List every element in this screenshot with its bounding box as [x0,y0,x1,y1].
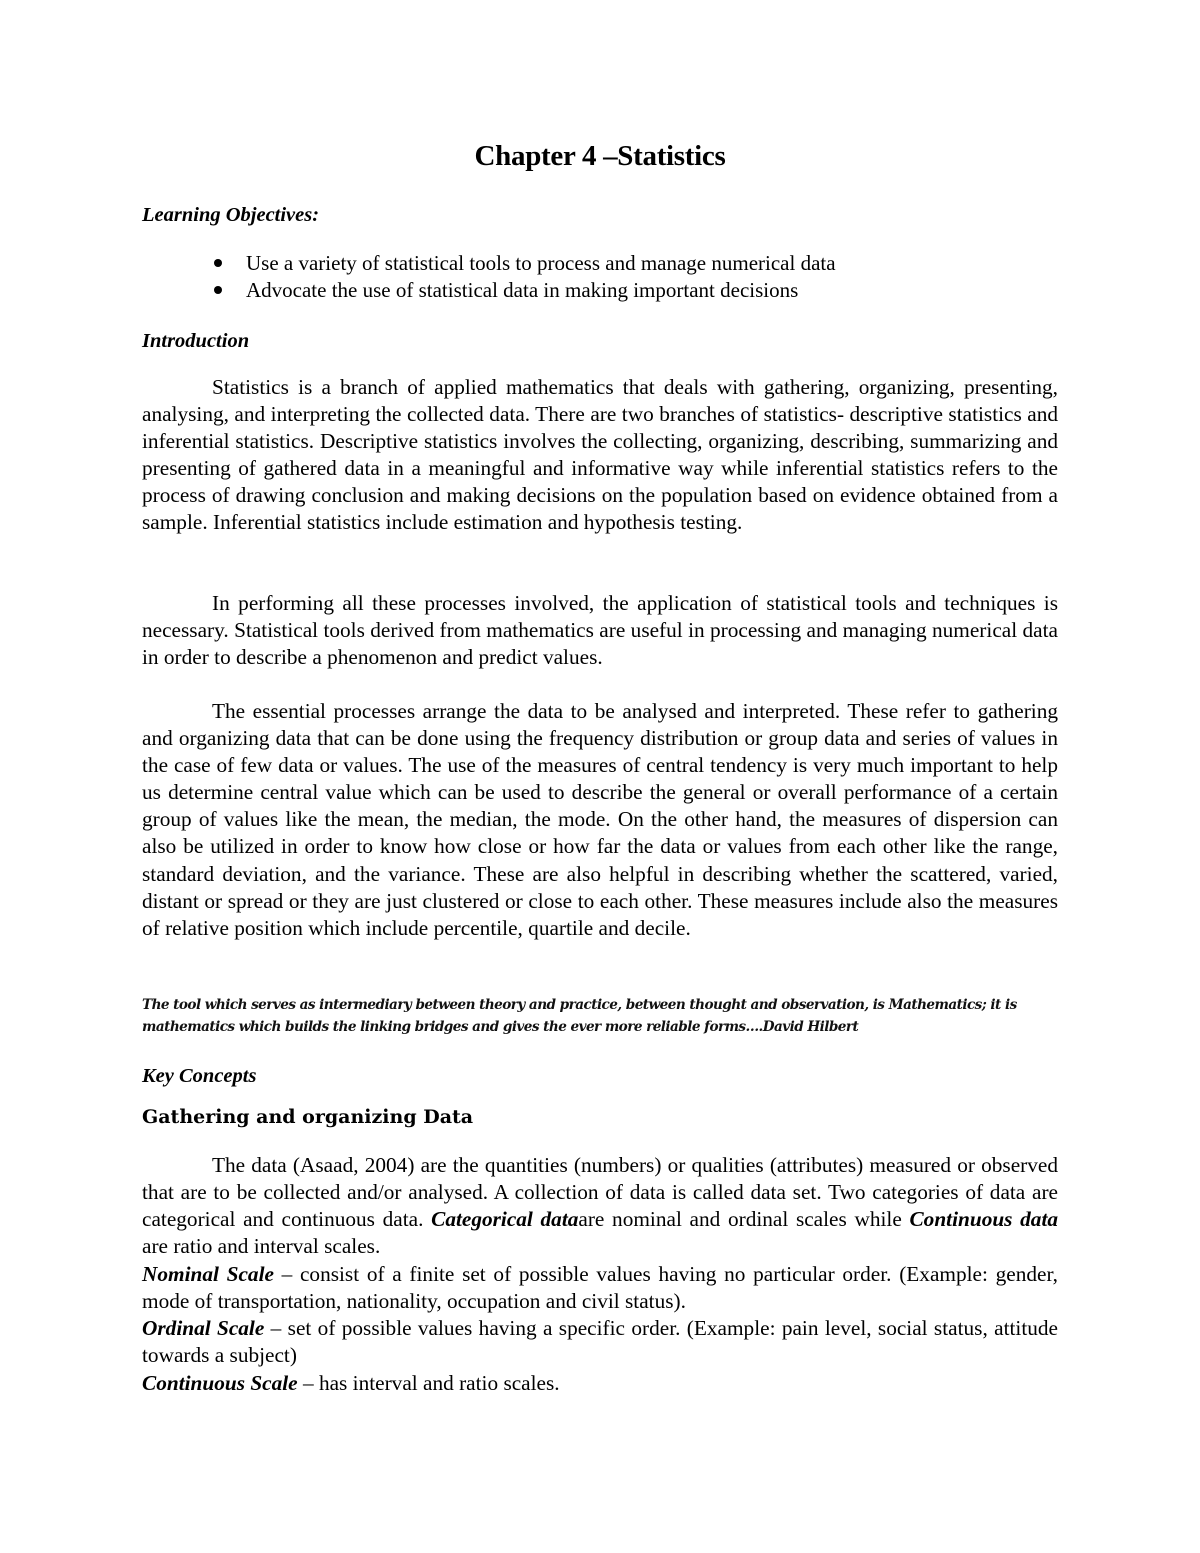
bullet-icon [214,286,222,294]
hilbert-quote: The tool which serves as intermediary between theory and practice, between thought and observation, is Mathematics; it is mathematics which builds the linking bridges and gives the ever more reliable forms….David Hilbert [142,997,1017,1035]
term-continuous-data: Continuous data [909,1207,1059,1232]
objectives-heading: Learning Objectives: [142,204,320,226]
intro-paragraph [142,698,1058,942]
bullet-icon [214,259,222,267]
intro-paragraph-text: In performing all these processes involved, the application of statistical tools and techniques is necessary. Statistical tools derived from mathematics are useful in processing and managing numerical data in order to describe a phenomenon and predict values. [142,591,1058,670]
section-heading: Gathering and organizing Data [142,1106,474,1128]
objective-text: Use a variety of statistical tools to process and manage numerical data [246,251,836,275]
definition-text: – has interval and ratio scales. [297,1371,560,1395]
introduction-heading: Introduction [142,330,250,352]
intro-paragraph-text: The essential processes arrange the data to be analysed and interpreted. These refer to gathering and organizing data that can be done using the frequency distribution or group data and series of values in the case of few data or values. The use of the measures of central tendency is very much important to help us determine central value which can be used to describe the general or overall performance of a certain group of values like the mean, the median, the mode. On the other hand, the measures of dispersion can also be utilized in order to know how close or how far the data or values from each other like the range, standard deviation, and the variance. These are also helpful in describing whether the scattered, varied, distant or spread or they are just clustered or close to each other. These measures include also the measures of relative position which include percentile, quartile and decile. [142,699,1058,940]
data-paragraph-text: are nominal and ordinal scales while [578,1207,910,1232]
objectives-list [142,250,1058,304]
definition-nominal [142,1261,1058,1315]
definition-term: Nominal Scale [142,1262,274,1286]
definition-continuous [142,1370,1058,1397]
list-item [142,250,1058,277]
list-item [142,277,1058,304]
term-categorical-data: Categorical data [431,1207,579,1232]
intro-paragraph-text: Statistics is a branch of applied mathematics that deals with gathering, organizing, presenting, analysing, and interpreting the collected data. There are two branches of statistics- descriptive statistics and inferential statistics. Descriptive statistics involves the collecting, organizing, describing, summarizing and presenting of gathered data in a meaningful and informative way while inferential statistics refers to the process of drawing conclusion and making decisions on the population based on evidence obtained from a sample. Inferential statistics include estimation and hypothesis testing. [142,375,1058,535]
definition-ordinal [142,1315,1058,1369]
definition-term: Ordinal Scale [142,1316,265,1340]
chapter-title: Chapter 4 –Statistics [474,140,726,172]
key-concepts-heading: Key Concepts [142,1065,257,1087]
definition-text: – consist of a finite set of possible values having no particular order. (Example: gender, mode of transportation, nationality, occupation and civil status). [142,1262,1059,1314]
definition-term: Continuous Scale [142,1371,298,1395]
definition-text: – set of possible values having a specific order. (Example: pain level, social status, attitude towards a subject) [142,1316,1058,1368]
data-paragraph-text: The data (Asaad, 2004) are the quantities (numbers) or qualities (attributes) measured or observed that are to be collected and/or analysed. A collection of data is called data set. Two categories of data are categorical and continuous data. [142,1153,1058,1232]
data-paragraph-text: are ratio and interval scales. [142,1234,381,1259]
intro-paragraph [142,590,1058,671]
data-paragraph [142,1152,1058,1260]
intro-paragraph [142,374,1058,537]
objective-text: Advocate the use of statistical data in making important decisions [246,278,799,302]
